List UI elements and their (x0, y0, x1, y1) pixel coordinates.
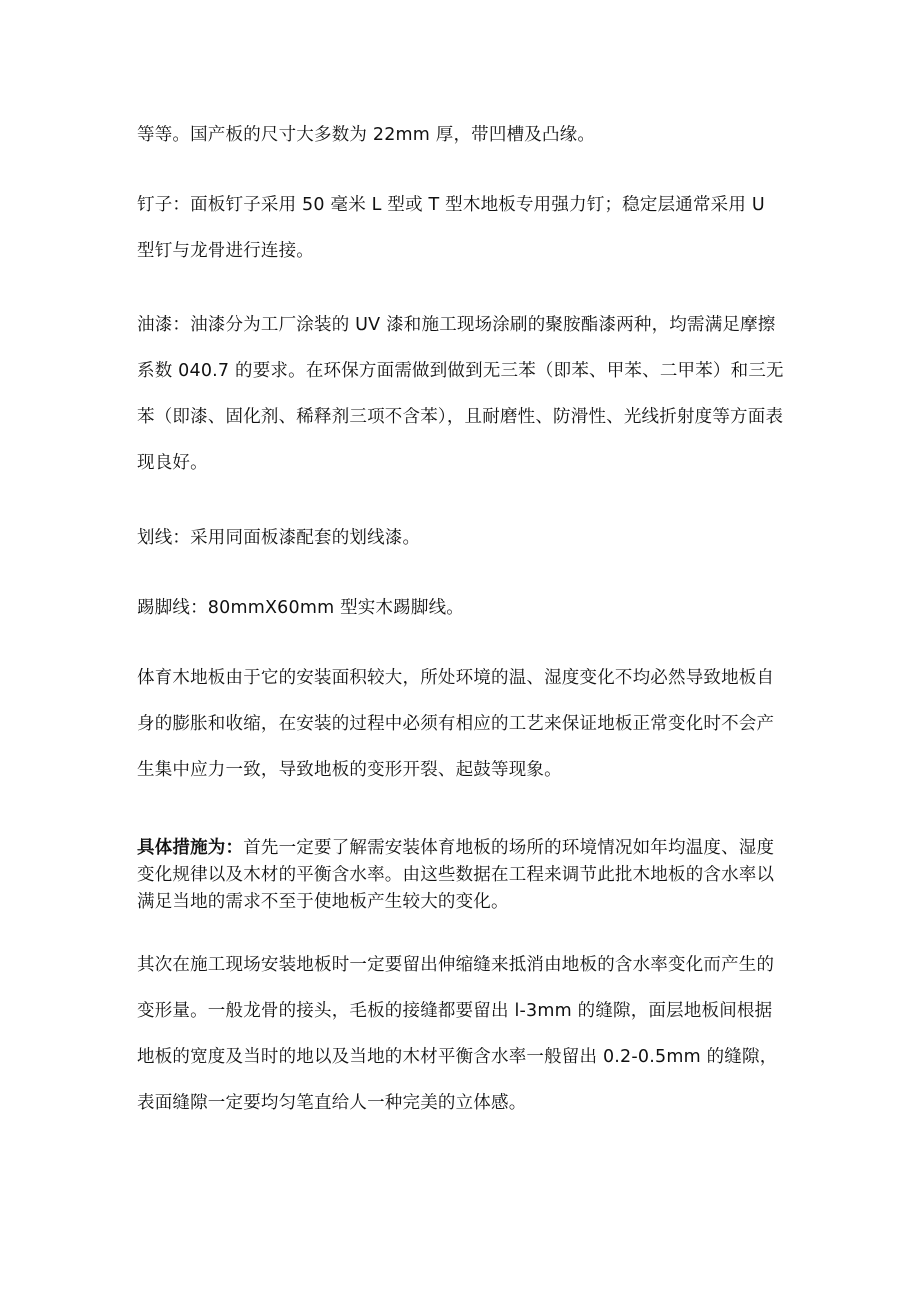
paragraph-measures (137, 835, 787, 916)
paragraph-gaps: 其次在施工现场安装地板时一定要留出伸缩缝来抵消由地板的含水率变化而产生的变形量。一般龙骨的接头，毛板的接缝都要留出 l-3mm 的缝隙，面层地板间根据地板的宽度及当时的地以及当地的木材平衡含水率一般留出 0.2-0.5mm 的缝隙，表面缝隙一定要均匀笔直给人一种完美的立体感。 (137, 955, 778, 1113)
paragraph-line-marking: 划线：采用同面板漆配套的划线漆。 (137, 528, 421, 548)
paragraph-skirting: 踢脚线：80mmX60mm 型实木踢脚线。 (137, 598, 464, 618)
paragraph-expansion: 体育木地板由于它的安装面积较大，所处环境的温、湿度变化不均必然导致地板自身的膨胀和收缩，在安装的过程中必须有相应的工艺来保证地板正常变化时不会产生集中应力一致，导致地板的变形开裂、起鼓等现象。 (137, 668, 775, 780)
paragraph-paint: 油漆：油漆分为工厂涂装的 UV 漆和施工现场涂刷的聚胺酯漆两种，均需满足摩擦系数 040.7 的要求。在环保方面需做到做到无三苯（即苯、甲苯、二甲苯）和三无苯（即漆、固化剂、稀释剂三项不含苯），且耐磨性、防滑性、光线折射度等方面表现良好。 (137, 315, 784, 473)
measures-body: 首先一定要了解需安装体育地板的场所的环境情况如年均温度、湿度变化规律以及木材的平衡含水率。由这些数据在工程来调节此批木地板的含水率以满足当地的需求不至于使地板产生较大的变化。 (137, 838, 775, 912)
paragraph-board-size: 等等。国产板的尺寸大多数为 22mm 厚，带凹槽及凸缘。 (137, 125, 596, 145)
measures-lead-label: 具体措施为： (137, 838, 244, 858)
paragraph-nails: 钉子：面板钉子采用 50 毫米 L 型或 T 型木地板专用强力钉；稳定层通常采用 U 型钉与龙骨进行连接。 (137, 195, 765, 261)
